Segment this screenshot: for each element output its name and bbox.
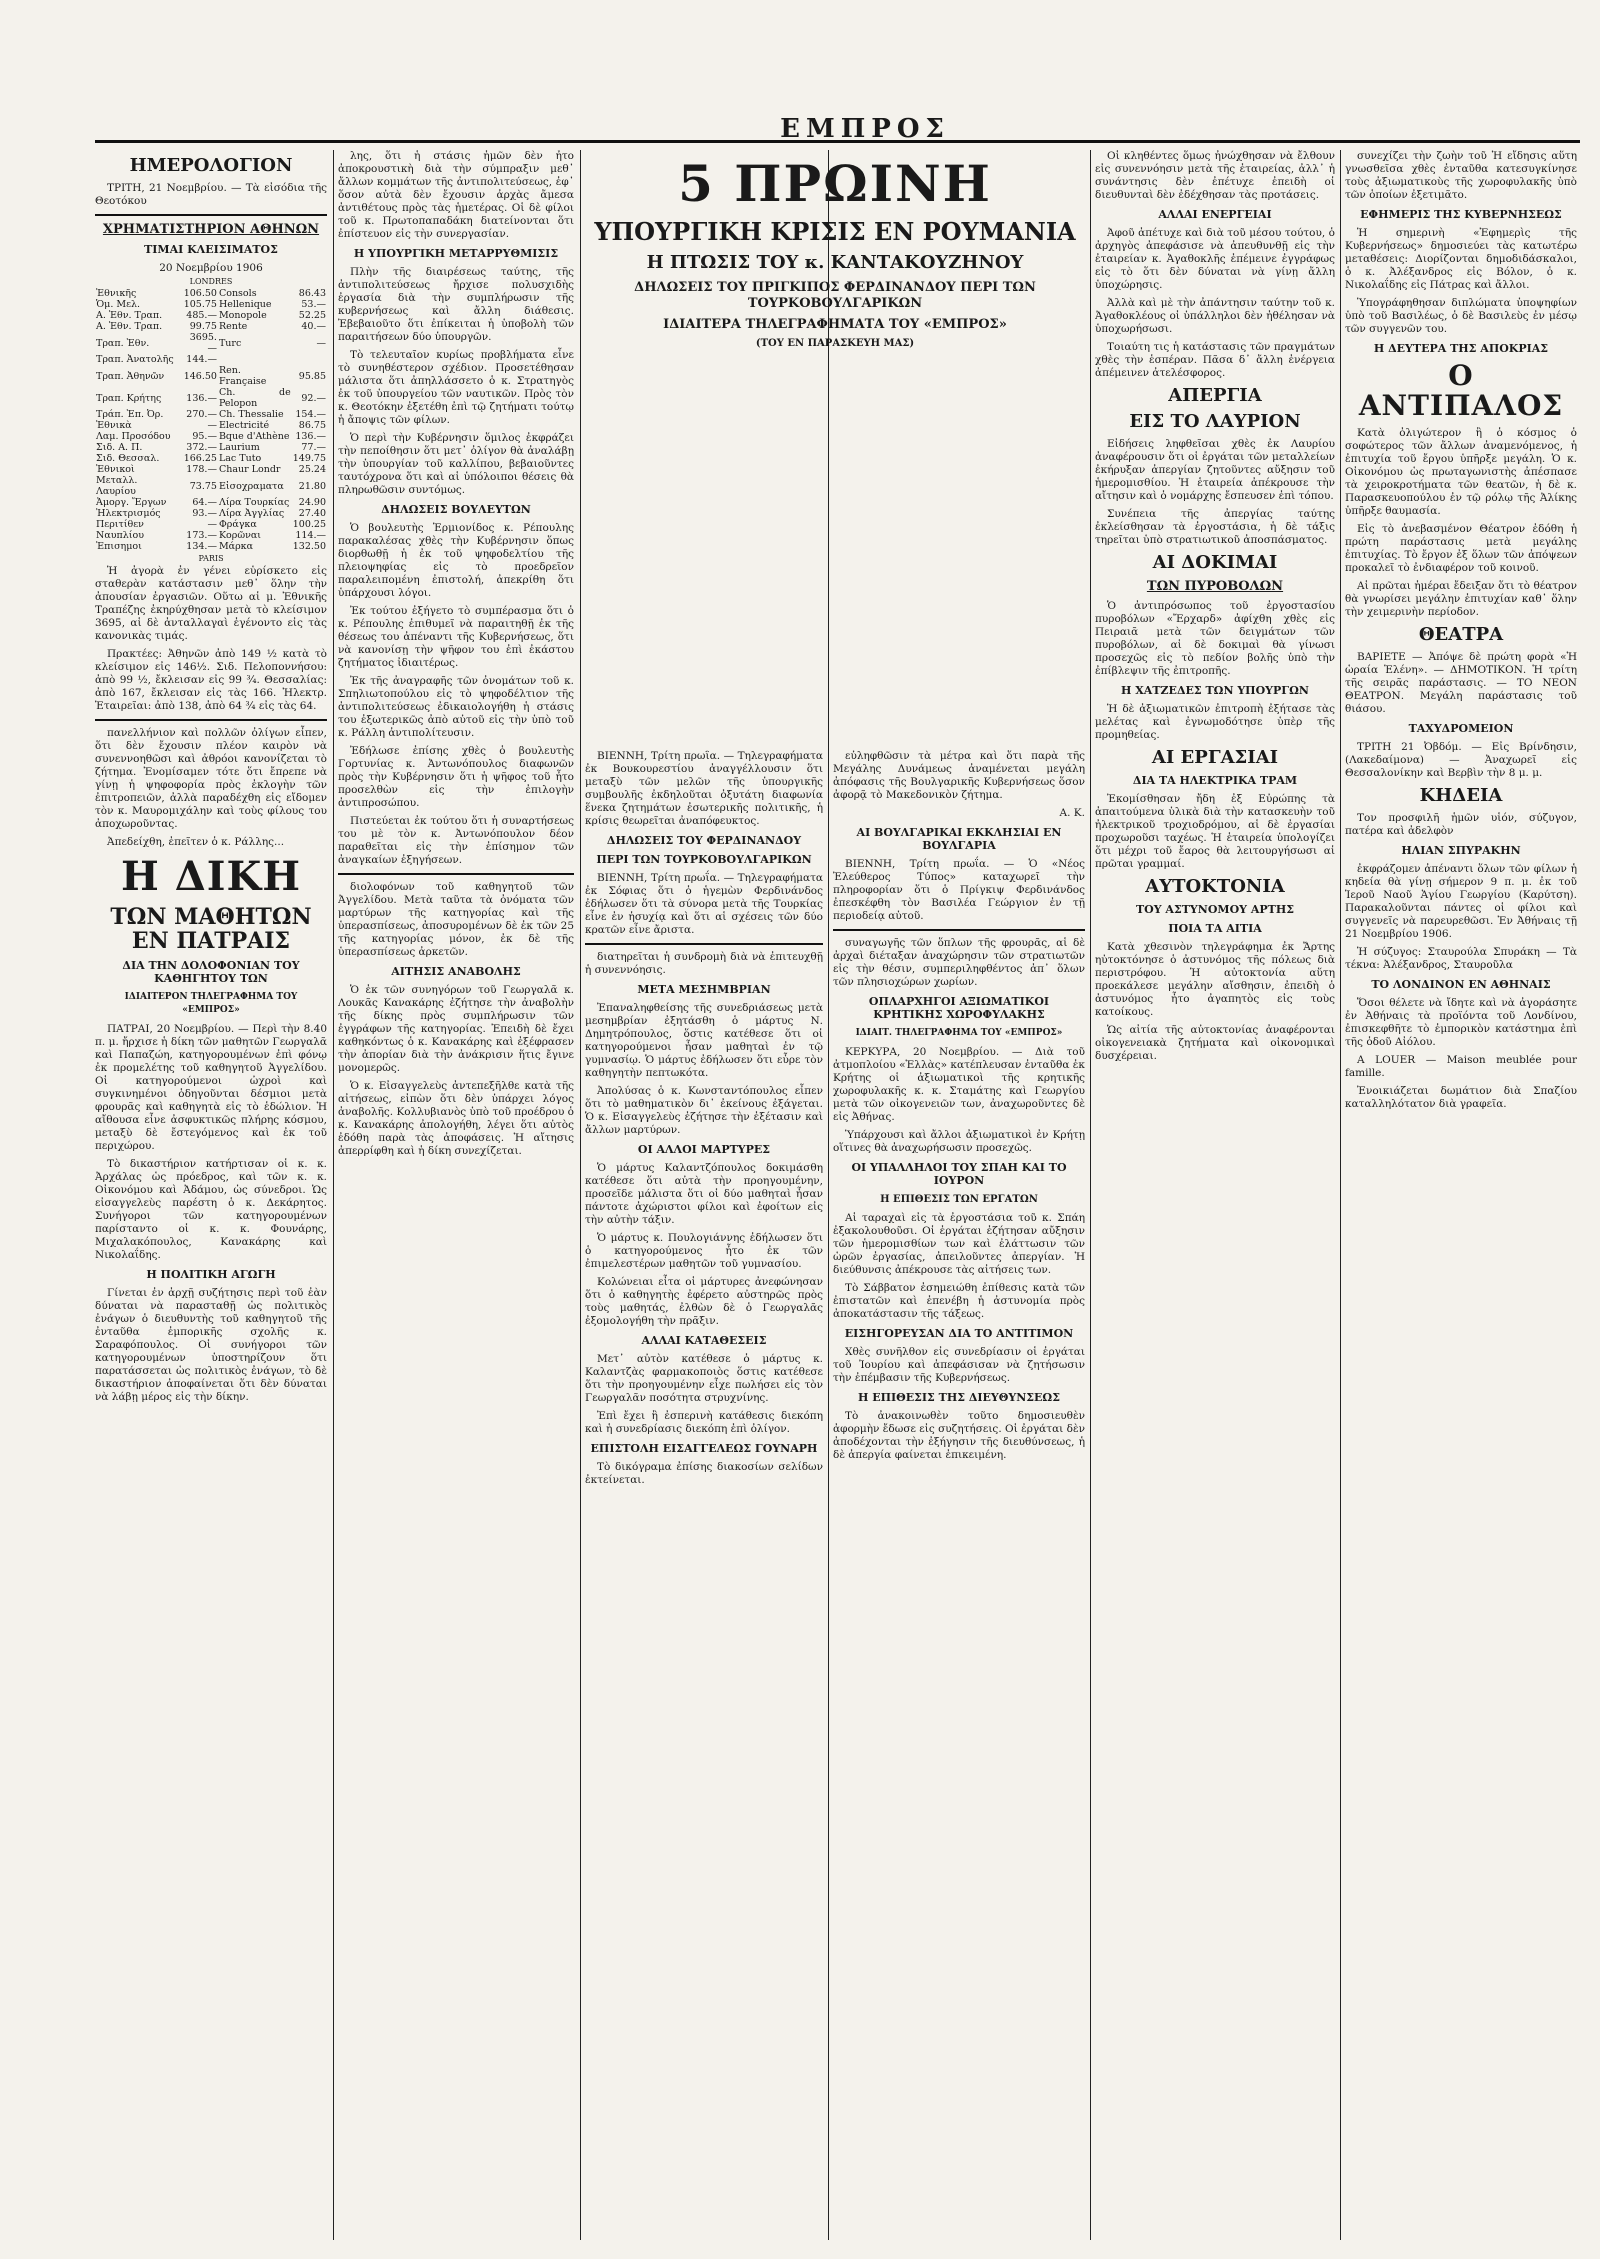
article-text: Ἀφοῦ ἀπέτυχε καὶ διὰ τοῦ μέσου τούτου, ὁ ἀρχηγὸς ἀπεφάσισε νὰ ἀπευθυνθῇ εἰς τὴν ἐταιρείαν κ. Ἀγαθοκλῆς ἐπέμεινε ἐγγράφως εἰς τὸ ὅτι δὲν δύναται νὰ γίνῃ ἄλλη ὑποχώρησις.	[1095, 227, 1335, 291]
stock-cell: Monopole	[218, 310, 267, 321]
article-text: Ἀλλὰ καὶ μὲ τὴν ἀπάντησιν ταύτην τοῦ κ. Ἀγαθοκλέους οἱ ὑπάλληλοι δὲν ἠθέλησαν νὰ ὑποχωρήσωσι.	[1095, 297, 1335, 335]
divider	[338, 873, 574, 875]
column-rule	[1090, 150, 1091, 2240]
stock-cell: 270.—	[186, 409, 217, 420]
section-title: Η ΕΠΙΘΕΣΙΣ ΤΗΣ ΔΙΕΥΘΥΝΣΕΩΣ	[858, 1391, 1060, 1404]
section-title: Η ΔΕΥΤΕΡΑ ΤΗΣ ΑΠΟΚΡΙΑΣ	[1373, 342, 1549, 355]
article-text: Ἀπολύσας ὁ κ. Κωνσταντόπουλος εἶπεν ὅτι τὸ μαθηματικὸν δι᾿ ἐκείνους ἐξάγεται. Ὁ κ. Εἰσαγγελεὺς ἐζήτησε τὴν ἐξέτασιν καὶ ἄλλων μαρτύρων.	[585, 1085, 823, 1136]
stock-row	[95, 409, 327, 420]
masthead-title: ΕΜΠΡΟΣ	[780, 114, 950, 144]
politics-body: Γίνεται ἐν ἀρχῇ συζήτησις περὶ τοῦ ἐὰν δύναται νὰ παρασταθῇ ὡς πολιτικὸς ἐνάγων ὁ διευθυντὴς τοῦ καθηγητοῦ τῆς ἐνταῦθα ἐμπορικῆς σχολῆς κ. Σαραφόπουλος. Οἱ συνήγοροι τῶν κατηγορουμένων ὑποστηρίζουν ὅτι παρατάσσεται ὡς πολιτικὸς ἐνάγων, τὸ δὲ δικαστήριον ἀποφαίνεται ὅτι δὲν δύναται νὰ λάβῃ μέρος εἰς τὴν δίκην.	[95, 1287, 327, 1403]
stock-cell: 173.—	[186, 530, 217, 541]
stock-cell: 132.50	[292, 541, 326, 552]
article-text: Ὁ μάρτυς κ. Πουλογιάννης ἐδήλωσεν ὅτι ὁ κατηγορούμενος ἦτο ἐκ τῶν ἐπιμελεστέρων μαθητῶν τοῦ γυμνασίου.	[585, 1232, 823, 1270]
article-text: Κατὰ ὀλιγώτερον ἢ ὁ κόσμος ὁ σοφώτερος τῶν ἄλλων ἀναμενόμενος, ἡ ἐπιτυχία τοῦ ἔργου ὑπῆρξε μεγάλη. Ὁ κ. Οἰκονόμου ὡς πρωταγωνιστὴς ἀπέσπασε τὰ χειροκροτήματα τῶν θεατῶν, ἡ δὲ κ. Παρασκευοπούλου ἐν τῷ ρόλῳ τῆς Ἀλίκης ὑπῆρξε θαυμασία.	[1345, 427, 1577, 517]
stock-cell: 93.—	[192, 508, 217, 519]
article-text: Εἰς τὸ ἀνεβασμένον Θέατρον ἐδόθη ἡ πρώτη παράστασις μετὰ μεγάλης ἐπιτυχίας. Τὸ ἔργον ἐξ ὅλων τῶν ἀπόψεων προκαλεῖ τὸ ἐνδιαφέρον τοῦ κοινοῦ.	[1345, 523, 1577, 574]
stock-cell: —	[316, 337, 326, 349]
stock-cell: Μάρκα	[218, 541, 254, 552]
stock-row	[95, 332, 327, 354]
article-text: ΒΙΕΝΝΗ, Τρίτη πρωΐα. — Τηλεγραφήματα ἐκ Σόφιας ὅτι ὁ ἡγεμὼν Φερδινάνδος ἐδήλωσεν ὅτι τὰ σύνορα μετὰ τῆς Τουρκίας εἶνε ἐν ἡσυχίᾳ καὶ ὅτι αἱ σχέσεις τῶν δύο κρατῶν εἶνε ἄριστα.	[585, 872, 823, 936]
article-text: ΒΑΡΙΕΤΕ — Ἀπόψε δὲ πρώτη φορὰ «Ἡ ὡραία Ἑλένη». — ΔΗΜΟΤΙΚΟΝ. Ἡ τρίτη τῆς σειρᾶς παράστασις. — ΤΟ ΝΕΟΝ ΘΕΑΤΡΟΝ. Μεγάλη παράστασις τοῦ θιάσου.	[1345, 651, 1577, 715]
lead-subheadline: Η ΠΤΩΣΙΣ ΤΟΥ κ. ΚΑΝΤΑΚΟΥΖΗΝΟΥ	[646, 252, 1024, 273]
stock-cell: Τραπ. Ἀθηνῶν	[96, 370, 165, 382]
stock-cell: 52.25	[298, 310, 326, 321]
calendar-text: ΤΡΙΤΗ, 21 Νοεμβρίου. — Τὰ εἰσόδια τῆς Θεοτόκου	[95, 182, 327, 207]
trial-subheadline: ΔΙΑ ΤΗΝ ΔΟΛΟΦΟΝΙΑΝ ΤΟΥ ΚΑΘΗΓΗΤΟΥ ΤΩΝ	[122, 959, 300, 985]
stock-cell: Ἠλεκτρισμός	[96, 508, 161, 519]
stock-row	[95, 310, 327, 321]
stock-cell: 106.50	[183, 288, 217, 299]
article-text: Ἐκομίσθησαν ἤδη ἐξ Εὐρώπης τὰ ἀπαιτούμενα ὑλικὰ διὰ τὴν κατασκευὴν τοῦ ἠλεκτρικοῦ τροχιοδρόμου, αἱ δὲ ἐργασίαι προχωροῦσι ταχέως. Ἡ ἑταιρεία ὑπολογίζει ὅτι μέχρι τοῦ ἔαρος θὰ λειτουργήσωσι αἱ πρῶται γραμμαί.	[1095, 793, 1335, 870]
stock-cell: Ἐθνικὰ	[96, 420, 132, 431]
column-rule	[333, 150, 334, 2240]
article-text: Ἐνοικιάζεται δωμάτιον διὰ Σπαζίου καταλληλότατον διὰ γραφεῖα.	[1345, 1085, 1577, 1110]
masthead-rule	[95, 140, 1580, 143]
stock-row	[95, 431, 327, 442]
stock-row	[95, 387, 327, 409]
funeral-title: ΚΗΔΕΙΑ	[1419, 785, 1503, 806]
article-text: Ἐδήλωσε ἐπίσης χθὲς ὁ βουλευτὴς Γορτυνίας κ. Ἀντωνόπουλος διαφωνῶν πρὸς τὴν Κυβέρνησιν ὅτι ἡ ψῆφος τοῦ ἦτο προσελθὼν εἰς τὴν ἐπιλογὴν ἀντιπροσώπου.	[338, 745, 574, 809]
funeral-name: ΗΛΙΑΝ ΣΠΥΡΑΚΗΝ	[1401, 844, 1521, 857]
article-text: Ἐκ τούτου ἐξήγετο τὸ συμπέρασμα ὅτι ὁ κ. Ρέπουλης ἐπιθυμεῖ νὰ παραιτηθῇ ἐκ τῆς θέσεως του ἀπέναντι τῆς Κυβερνήσεως, ὅτι νὰ κανονίσῃ τὴν ψῆφον του ἐπὶ ἐκάστου ζητήματος ἰδιαιτέρως.	[338, 605, 574, 669]
stock-cell: 146.50	[183, 370, 217, 382]
section-title: ΑΛΛΑΙ ΚΑΤΑΘΕΣΕΙΣ	[641, 1334, 767, 1347]
article-text: Ὁ ἀντιπρόσωπος τοῦ ἐργοστασίου πυροβόλων «Ἔρχαρδ» ἀφίχθη χθὲς εἰς Πειραιᾶ μετὰ τῶν δειγμάτων τῶν πυροβόλων, αἱ δὲ δοκιμαὶ θὰ γίνωσι προσεχῶς εἰς τὸ πεδίον βολῆς ὑπὸ τὴν ἐπίβλεψιν τῆς ἐπιτροπῆς.	[1095, 600, 1335, 677]
stock-row	[95, 420, 327, 431]
london-label: LONDRES	[189, 277, 233, 286]
trial-headline-2: ΤΩΝ ΜΑΘΗΤΩΝ ΕΝ ΠΑΤΡΑΙΣ	[110, 904, 312, 954]
stock-row	[95, 299, 327, 310]
stock-cell: Λίρα Ἀγγλίας	[218, 508, 285, 519]
lead-headline: ΥΠΟΥΡΓΙΚΗ ΚΡΙΣΙΣ ΕΝ ΡΟΥΜΑΝΙΑ	[594, 217, 1076, 246]
stock-row	[95, 365, 327, 387]
stock-cell: 99.75	[189, 321, 217, 332]
stock-cell: Hellenique	[218, 299, 272, 310]
article-text: ΒΙΕΝΝΗ, Τρίτη πρωΐα. — Τηλεγραφήματα ἐκ Βουκουρεστίου ἀναγγέλλουσιν ὅτι μεταξὺ τῶν μελῶν τῆς ὑπουργικῆς συμβουλῆς ἐκδηλοῦται ὀξυτάτη διαφωνία ἕνεκα ζητημάτων ἐσωτερικῆς πολιτικῆς, ἡ κρίσις θεωρεῖται ἀναπόφευκτος.	[585, 750, 823, 827]
paris-label: PARIS	[198, 554, 224, 563]
article-text: Τὸ δικόγραμα ἐπίσης διακοσίων σελίδων ἐκτείνεται.	[585, 1461, 823, 1486]
stock-cell: Σιδ. Α. Π.	[96, 442, 143, 453]
article-text: Ὅσοι θέλετε νὰ ἴδητε καὶ νὰ ἀγοράσητε ἐν Ἀθήναις τὰ προϊόντα τοῦ Λονδίνου, ἐπισκεφθῆτε τὸ ἐμπορικὸν κατάστημα ἐπὶ τῆς ὁδοῦ Αἰόλου.	[1345, 997, 1577, 1048]
section-subtitle: Η ΕΠΙΘΕΣΙΣ ΤΩΝ ΕΡΓΑΤΩΝ	[880, 1194, 1038, 1205]
exchange-paragraph: Πρακτέες: Ἀθηνῶν ἀπὸ 149 ½ κατὰ τὸ κλείσιμον εἰς 146½. Σιδ. Πελοποννήσου: ἀπὸ 99 ½, ἔκλεισαν εἰς 99 ¾. Θεσσαλίας: ἀπὸ 167, ἔκλεισαν εἰς τὰς 166. Ἠλεκτρ. Ἑταιρεῖαι: ἀπὸ 138, ἀπὸ 64 ¾ εἰς τὰς 64.	[95, 648, 327, 712]
article-text: Κολώνειαι εἶτα οἱ μάρτυρες ἀνεφώνησαν ὅτι ὁ καθηγητὴς ἐφέρετο αὐστηρῶς πρὸς τοὺς μαθητάς, ἐλθὼν δὲ ὁ Γεωργαλᾶς ἐξομολογήθη τὴν πρᾶξιν.	[585, 1276, 823, 1327]
lead-hour: 5 ΠΡΩΙΝΗ	[678, 154, 992, 213]
article-text: λης, ὅτι ἡ στάσις ἡμῶν δὲν ἦτο ἀποκρουστικὴ διὰ τὴν σύμπραξιν μεθ᾿ ἄλλων κομμάτων τῆς ἀντιπολιτεύσεως, ἐφ᾿ ὅσον αὐτὰ δὲν ἔχουσιν ἀρχὰς ἄμεσα ἀντιθέτους πρὸς τὰς ἡμετέρας. Οἱ δὲ φίλοι τοῦ κ. Πρωτοπαπαδάκη διατείνονται ὅτι ἐπίστευον εἰς τὴν συνεργασίαν.	[338, 150, 574, 240]
article-text: Πλὴν τῆς διαιρέσεως ταύτης, τῆς ἀντιπολιτεύσεως ἤρχισε πολυσχιδὴς ἐργασία διὰ τὴν συμπλήρωσιν τῆς κυβερνήσεως καὶ ἄλλη διάθεσις. Ἐβεβαιοῦτο ὅτι ἐπίκειται ἡ ὑποβολὴ τῶν παραιτήσεων δύο ὑπουργῶν.	[338, 266, 574, 343]
stock-cell: 95.—	[192, 431, 217, 442]
article-text: Μετ᾿ αὐτὸν κατέθεσε ὁ μάρτυς κ. Καλαντζὰς φαρμακοποιὸς ὅστις κατέθεσε ὅτι τὴν προηγουμένην εἶχε πωλήσει εἰς τὸν Γεωργαλᾶν ποσότητα στρυχνίνης.	[585, 1353, 823, 1404]
stock-cell: 92.—	[301, 392, 326, 404]
author-initials: Α. Κ.	[1059, 807, 1085, 819]
column-5	[1095, 150, 1335, 2240]
exchange-title: ΧΡΗΜΑΤΙΣΤΗΡΙΟΝ ΑΘΗΝΩΝ	[102, 222, 320, 237]
stock-cell: Λαμ. Προσόδου	[96, 431, 171, 442]
strike-title: ΑΠΕΡΓΙΑ	[1168, 385, 1262, 406]
article-text: διολοφόνων τοῦ καθηγητοῦ τῶν Ἀγγελίδου. Μετὰ ταῦτα τὰ ὀνόματα τῶν μαρτύρων τῆς κατηγορίας καὶ τῆς ὑπερασπίσεως, ἀποσυρομένων δὲ ἐκ τῶν 25 τῆς κατηγορίας μόνον, ἐκ δὲ τῆς ὑπερασπίσεως ἀρκετῶν.	[338, 881, 574, 958]
article-text: Ὁ περὶ τὴν Κυβέρνησιν ὅμιλος ἐκφράζει τὴν πεποίθησιν ὅτι μετ᾿ ὀλίγον θὰ ἀναλάβῃ τὴν ὑπουργίαν τοῦ καλλίπου, βεβαιοῦντες ταυτόχρονα ὅτι καὶ αἱ ὑπόλοιποι θέσεις θὰ πληρωθῶσιν συντόμως.	[338, 432, 574, 496]
article-text: A LOUER — Maison meublée pour famille.	[1345, 1054, 1577, 1079]
article-text: Κατὰ χθεσινὸν τηλεγράφημα ἐκ Ἄρτης ηὐτοκτόνησε ὁ ἀστυνόμος τῆς πόλεως διὰ περιστρόφου. Ἡ αὐτοκτονία αὕτη προεκάλεσε μεγάλην αἴσθησιν, ἐπειδὴ ὁ ἀστυνόμος ἦτο ἀγαπητὸς εἰς τοὺς κατοίκους.	[1095, 941, 1335, 1018]
column-1	[95, 150, 327, 2240]
stock-cell: Τράπ. Ἐπ. Ὀρ.	[96, 409, 164, 420]
stock-row	[95, 321, 327, 332]
stock-cell: 100.25	[292, 519, 326, 530]
section-title: ΑΙΤΗΣΙΣ ΑΝΑΒΟΛΗΣ	[391, 965, 521, 978]
trial-body: ΠΑΤΡΑΙ, 20 Νοεμβρίου. — Περὶ τὴν 8.40 π. μ. ἤρχισε ἡ δίκη τῶν μαθητῶν Γεωργαλᾶ καὶ Παπαζώη, κατηγορουμένων ἐπὶ φόνῳ ἐκ προμελέτης τοῦ καθηγητοῦ Ἀγγελίδου. Οἱ κατηγορούμενοι ὠχροὶ καὶ συγκινημένοι ὁδηγοῦνται δέσμιοι μετὰ φρουρᾶς καὶ καθηγητὰ εἰς τὸ ἑδώλιον. Ἡ αἴθουσα εἶνε ἀσφυκτικῶς πλήρης κόσμου, μεταξὺ δὲ ἔστεγόμενος καὶ ἐκ τοῦ περιχώρου.	[95, 1023, 327, 1152]
stock-cell: Rente	[218, 321, 248, 332]
article-text: συνεχίζει τὴν ζωὴν τοῦ Ἡ εἴδησις αὕτη γνωσθεῖσα χθὲς ἐνταῦθα κατεσυγκίνησε τοὺς ἀξιωματικοὺς τῆς χωροφυλακῆς ὑπὸ τῶν ὁποίων ἐξετιμᾶτο.	[1345, 150, 1577, 201]
stock-cell: 136.—	[295, 431, 326, 442]
suicide-causes: ΠΟΙΑ ΤΑ ΑΙΤΙΑ	[1168, 922, 1262, 935]
article-text: Αἱ πρῶται ἡμέραι ἔδειξαν ὅτι τὸ θέατρον θὰ γνωρίσει μεγάλην ἐπιτυχίαν καθ᾿ ὅλην τὴν χειμερινὴν περίοδον.	[1345, 580, 1577, 618]
stock-cell: Ἐπισημοι	[96, 541, 142, 552]
section-title: ΟΙ ΥΠΑΛΛΗΛΟΙ ΤΟΥ ΣΠΑΗ ΚΑΙ ΤΟ ΙΟΥΡΟΝ	[851, 1161, 1067, 1187]
stock-cell: 95.85	[298, 370, 326, 382]
section-title: ΕΠΙΣΤΟΛΗ ΕΙΣΑΓΓΕΛΕΩΣ ΓΟΥΝΑΡΗ	[590, 1442, 818, 1455]
section-title: ΕΦΗΜΕΡΙΣ ΤΗΣ ΚΥΒΕΡΝΗΣΕΩΣ	[1360, 208, 1562, 221]
tests-title: ΑΙ ΔΟΚΙΜΑΙ	[1152, 552, 1278, 573]
stock-cell: Λίρα Τουρκίας	[218, 497, 290, 508]
article-text: Πιστεύεται ἐκ τούτου ὅτι ἡ συναρτήσεως του μὲ τὸν κ. Ἀντωνόπουλον δέον παραθεῖται εἰς τὴν ἐπίσημον τῶν ἀναγκαίων ἐξηγήσεων.	[338, 815, 574, 866]
article-text: διατηρεῖται ἡ συνδρομὴ διὰ νὰ ἐπιτευχθῇ ἡ συνεννόησις.	[585, 951, 823, 976]
stock-cell: Μεταλλ. Λαυρίου	[96, 475, 138, 497]
suicide-title: ΑΥΤΟΚΤΟΝΙΑ	[1145, 876, 1285, 897]
section-title: ΑΛΛΑΙ ΕΝΕΡΓΕΙΑΙ	[1158, 208, 1272, 221]
article-text: Αἱ ταραχαὶ εἰς τὰ ἐργοστάσια τοῦ κ. Σπάη ἐξακολουθοῦσι. Οἱ ἐργάται ἐζήτησαν αὔξησιν τῶν ἡμερομισθίων των καὶ ἐλάττωσιν τῶν ὡρῶν ἐργασίας, ἀπειλοῦντες ἀπεργίαν. Ἡ διεύθυνσις ἀπέκρουσε τὰς αἰτήσεις των.	[833, 1212, 1085, 1276]
stock-cell: 64.—	[192, 497, 217, 508]
article-text: Τον προσφιλῆ ἡμῶν υἱόν, σύζυγον, πατέρα καὶ ἀδελφὸν	[1345, 812, 1577, 837]
column-6	[1345, 150, 1577, 2240]
article-text: Ἐκ τῆς ἀναγραφῆς τῶν ὀνομάτων τοῦ κ. Σπηλιωτοπούλου εἰς τὸ ψηφοδέλτιον τῆς ἀντιπολιτεύσεως ἐδικαιολογήθη ἡ στάσις του ἐξωτερικῶς ἀπὸ αὐτοῦ εἰς τὴν ὑπὸ τοῦ κ. Ράλλη ἀντιπολίτευσιν.	[338, 675, 574, 739]
stock-cell: Περιτίθεν	[96, 519, 144, 530]
section-title: ΜΕΤΑ ΜΕΣΗΜΒΡΙΑΝ	[637, 983, 771, 996]
works-subtitle: ΔΙΑ ΤΑ ΗΛΕΚΤΡΙΚΑ ΤΡΑΜ	[1132, 774, 1298, 787]
stock-cell: 154.—	[295, 409, 326, 420]
stock-cell: 149.75	[292, 453, 326, 464]
works-title: ΑΙ ΕΡΓΑΣΙΑΙ	[1151, 747, 1279, 768]
exchange-subtitle: ΤΙΜΑΙ ΚΛΕΙΣΙΜΑΤΟΣ	[144, 243, 278, 256]
column-3	[585, 750, 823, 2240]
calendar-title: ΗΜΕΡΟΛΟΓΙΟΝ	[129, 155, 293, 176]
telegram-label: ΙΔΙΑΙΤ. ΤΗΛΕΓΡΑΦΗΜΑ ΤΟΥ «ΕΜΠΡΟΣ»	[855, 1028, 1063, 1038]
stock-cell: Τραπ. Κρήτης	[96, 392, 162, 404]
stock-cell: Εἰσοχραματα	[218, 480, 284, 492]
stock-row	[95, 508, 327, 519]
section-title: ΟΙ ΑΛΛΟΙ ΜΑΡΤΥΡΕΣ	[637, 1143, 771, 1156]
section-title: ΔΗΛΩΣΕΙΣ ΤΟΥ ΦΕΡΔΙΝΑΝΔΟΥ	[606, 834, 802, 847]
stock-cell: Τραπ. Ἀνατολῆς	[96, 354, 174, 365]
article-text: Ὁ βουλευτὴς Ἑρμιονίδος κ. Ρέπουλης παρακαλέσας χθὲς τὴν Κυβέρνησιν ὅπως διορθωθῇ ἡ ἐκ τοῦ ψηφοδελτίου τῆς πλειοψηφίας εἰς τὸ προεδρεῖον παραλειπομένη ἐπιστολή, ἀπεκρίθη ὅτι ὑπάρχουσι λόγοι.	[338, 522, 574, 599]
stock-cell: Turc	[218, 337, 242, 349]
article-text: Ὁ μάρτυς Καλαντζόπουλος δοκιμάσθη κατέθεσε ὅτι αὐτὰ τὴν προηγουμένην, προσεῖδε μάλιστα ὅτι οἱ δύο μαθηταὶ ἦσαν πάντοτε ἀχώριστοι φίλοι καὶ ἐφοίτων εἰς τὴν αὐτὴν τάξιν.	[585, 1162, 823, 1226]
divider	[585, 943, 823, 945]
continued-paragraph: Ἀπεδείχθη, ἐπεῖτεν ὁ κ. Ράλλης...	[107, 836, 285, 848]
article-text: ἐκφράζομεν ἀπέναντι ὅλων τῶν φίλων ἡ κηδεία θὰ γίνῃ σήμερον 9 π. μ. ἐκ τοῦ Ἱεροῦ Ναοῦ Ἁγίου Γεωργίου (Καρύτση). Παρακαλοῦνται πάντες οἱ φίλοι καὶ συγγενεῖς νὰ παρευρεθῶσι. Ἐν Ἀθήναις τῇ 21 Νοεμβρίου 1906.	[1345, 863, 1577, 940]
suicide-subtitle: ΤΟΥ ΑΣΤΥΝΟΜΟΥ ΑΡΤΗΣ	[1135, 903, 1295, 916]
trial-body: Τὸ δικαστήριον κατήρτισαν οἱ κ. κ. Ἀρχάλας ὡς πρόεδρος, καὶ τῶν κ. κ. Οἰκονόμου καὶ Ἀδάμου, ὡς σύνεδροι. Ὡς εἰσαγγελεὺς παρέστη ὁ κ. Δεκάρητος. Συνήγοροι τῶν κατηγορουμένων παρίσταντο οἱ κ. κ. Φουνάρης, Μιχαλακόπουλος, Κανακάρης καὶ Νικολαΐδης.	[95, 1158, 327, 1261]
article-text: Συνέπεια τῆς ἀπεργίας ταύτης ἐκλείσθησαν τὰ ἐργοστάσια, ἡ δὲ τάξις τηρεῖται ὑπὸ στρατιωτικοῦ ἀποσπάσματος.	[1095, 508, 1335, 546]
stock-cell: 27.40	[298, 508, 326, 519]
stock-cell: Lac Tuto	[218, 453, 262, 464]
article-text: ΤΡΙΤΗ 21 Ὀβδόμ. — Εἰς Βρίνδησιν, (Λακεδαίμονα) — Ἀναχωρεῖ εἰς Θεσσαλονίκην καὶ Βερβὶν τὴν 8 μ. μ.	[1345, 741, 1577, 779]
theatres-title: ΘΕΑΤΡΑ	[1418, 624, 1504, 645]
stock-cell: Chaur Londr	[218, 464, 281, 475]
stock-cell: 77.—	[301, 442, 326, 453]
stock-cell: Α. Ἐθν. Τραπ.	[96, 310, 163, 321]
stock-cell: —	[207, 519, 217, 530]
trial-headline: Η ΔΙΚΗ	[120, 853, 302, 900]
article-text: Τὸ ἀνακοινωθὲν τοῦτο δημοσιευθὲν ἀφορμὴν ἔδωσε εἰς συζητήσεις. Οἱ ἐργάται δὲν ἀποδέχονται τὴν ἐξήγησιν τῆς διευθύνσεως, ἡ δὲ ἀπεργία φαίνεται ἐπικειμένη.	[833, 1410, 1085, 1461]
section-title: Η ΧΑΤΖΕΔΕΣ ΤΩΝ ΥΠΟΥΡΓΩΝ	[1121, 684, 1309, 697]
rival-title: Ο ΑΝΤΙΠΑΛΟΣ	[1358, 359, 1564, 422]
stock-cell: 136.—	[186, 392, 217, 404]
article-text: Ἐπαναληφθείσης τῆς συνεδριάσεως μετὰ μεσημβρίαν ἐξητάσθη ὁ μάρτυς Ν. Δημητρόπουλος, ὅστις κατέθεσε ὅτι οἱ κατηγορούμενοι ἦσαν μαθηταὶ ἐν τῷ γυμνασίῳ. Ὁ μάρτυς ἐδήλωσεν ὅτι εὗρε τὸν καθηγητὴν πεπτωκότα.	[585, 1002, 823, 1079]
stock-row	[95, 464, 327, 475]
stock-row	[95, 288, 327, 299]
article-text: Ἡ σημερινὴ «Ἐφημερὶς τῆς Κυβερνήσεως» δημοσιεύει τὰς κατωτέρω μεταθέσεις: Διορίζονται δημοδιδάσκαλοι, ὁ κ. Ἀλέξανδρος εἰς Βόλον, ὁ κ. Νικολαΐδης εἰς Πάτρας καὶ ἄλλοι.	[1345, 227, 1577, 291]
stock-cell: Ναυπλίου	[96, 530, 144, 541]
stock-cell: 105.75	[183, 299, 217, 310]
section-title: ΤΟ ΛΟΝΔΙΝΟΝ ΕΝ ΑΘΗΝΑΙΣ	[1371, 978, 1551, 991]
stock-cell: 114.—	[295, 530, 326, 541]
article-text: Οἱ κληθέντες ὅμως ἠνώχθησαν νὰ ἔλθουν εἰς συνεννόησιν μετὰ τῆς ἐταιρείας, ἀλλ᾿ ἡ συνάντησις δὲν ἐπέτυχε ἐπειδὴ οἱ διευθυνταὶ δὲν ἐδέχθησαν τὰς προτάσεις.	[1095, 150, 1335, 201]
stock-cell: Τραπ. Ἐθν.	[96, 337, 150, 349]
divider	[95, 719, 327, 721]
stock-cell: Ὁμ. Μελ.	[96, 299, 141, 310]
column-4	[833, 750, 1085, 2240]
article-text: εὐληφθῶσιν τὰ μέτρα καὶ ὅτι παρὰ τῆς Μεγάλης Δυνάμεως ἀναμένεται μεγάλη ἀπόφασις τῆς Βουλγαρικῆς Κυβερνήσεως ὅσον ἀφορᾷ τὸ Μακεδονικὸν ζήτημα.	[833, 750, 1085, 801]
section-title: ΑΙ ΒΟΥΛΓΑΡΙΚΑΙ ΕΚΚΛΗΣΙΑΙ ΕΝ ΒΟΥΛΓΑΡΙΑ	[856, 826, 1062, 852]
stock-cell: 86.75	[298, 420, 326, 431]
stock-cell: Ch. Thessalie	[218, 409, 284, 420]
article-text: Τὸ Σάββατον ἐσημειώθη ἐπίθεσις κατὰ τῶν ἐπιστατῶν καὶ ἐπενέβη ἡ ἀστυνομία πρὸς ἀποκατάστασιν τῆς τάξεως.	[833, 1282, 1085, 1320]
stock-cell: Ἀμοργ. Ἔργων	[96, 497, 167, 508]
stock-cell: 24.90	[298, 497, 326, 508]
article-text: Ὡς αἰτία τῆς αὐτοκτονίας ἀναφέρονται οἰκογενειακὰ ζητήματα καὶ οἰκονομικαὶ δυσχέρειαι.	[1095, 1024, 1335, 1062]
funeral-signature: Ἡ σύζυγος: Σταυρούλα Σπυράκη — Τὰ τέκνα: Ἀλέξανδρος, Σταυροῦλα	[1345, 946, 1577, 971]
column-rule	[580, 150, 581, 2240]
article-text: Ὁ κ. Εἰσαγγελεὺς ἀντεπεξῆλθε κατὰ τῆς αἰτήσεως, εἰπὼν ὅτι δὲν ὑπάρχει λόγος ἀναβολῆς. Κολλυβιανὸς ὑπὸ τοῦ προέδρου ὁ κ. Κανακάρης ἀπολογήθη, λέγει ὅτι αὐτὸς ἐδόθη παρὰ τὰς ἀποφάσεις. Ἡ αἴτησις ἀπερρίφθη καὶ ἡ δίκη συνεχίζεται.	[338, 1080, 574, 1157]
lead-story	[585, 150, 1085, 740]
article-text: Ὑπογράφηθησαν διπλώματα ὑποψηφίων ὑπὸ τοῦ Βασιλέως, ὁ δὲ Βασιλεὺς ἐν μέσῳ τῶν συγγενῶν του.	[1345, 297, 1577, 335]
section-title: ΕΙΣΗΓΟΡΕΥΣΑΝ ΔΙΑ ΤΟ ΑΝΤΙΤΙΜΟΝ	[844, 1327, 1074, 1340]
section-title: ΟΠΛΑΡΧΗΓΟΙ ΑΞΙΩΜΑΤΙΚΟΙ ΚΡΗΤΙΚΗΣ ΧΩΡΟΦΥΛΑΚΗΣ	[868, 995, 1050, 1021]
lead-telegram-title: ΙΔΙΑΙΤΕΡΑ ΤΗΛΕΓΡΑΦΗΜΑΤΑ ΤΟΥ «ΕΜΠΡΟΣ»	[663, 317, 1007, 332]
section-subtitle: ΠΕΡΙ ΤΩΝ ΤΟΥΡΚΟΒΟΥΛΓΑΡΙΚΩΝ	[596, 853, 812, 866]
stock-cell: Ἐθνικῆς	[96, 288, 137, 299]
stock-row	[95, 354, 327, 365]
stock-row	[95, 519, 327, 530]
article-text: Τὸ τελευταῖον κυρίως προβλήματα εἶνε τὸ συνηθέστερον σχέδιον. Προσετέθησαν μάλιστα ὅτι ἀπηλλάσσετο ὁ κ. Στρατηγὸς ἐκ τοῦ ὑπουργείου τῶν ναυτικῶν. Πρὸς τὸν κ. Θεοτόκην ἐξετέθη ἐπὶ τῷ ζητήματι τούτῳ ἡ ἄποψις τῶν φίλων.	[338, 349, 574, 426]
stock-cell: —	[207, 420, 217, 431]
stock-cell: Ch. de Pelopon	[218, 387, 291, 409]
politics-title: Η ΠΟΛΙΤΙΚΗ ΑΓΩΓΗ	[146, 1268, 276, 1281]
strike-subtitle: ΕΙΣ ΤΟ ΛΑΥΡΙΟΝ	[1129, 411, 1301, 432]
continued-paragraph: πανελλήνιον καὶ πολλῶν ὀλίγων εἶπεν, ὅτι δὲν ἔχουσιν πλέον καιρὸν νὰ συνεννοηθῶσι καὶ ἀθρόοι κανονίζεται τὸ ζήτημα. Ἐνομίσαμεν τότε ὅτι ἔπρεπε νὰ γίνῃ ἡ ψηφοφορία πρὸς ἐκλογὴν τῶν ἐπιτροπειῶν, ἀλλὰ παραδέχθη εἰς εἴδομεν τὸν κ. Μαυρομιχάλην καὶ τοὺς φίλους του ἀποχωροῦντας.	[95, 727, 327, 830]
stock-row	[95, 530, 327, 541]
column-rule	[1340, 150, 1341, 2240]
stock-cell: Σιδ. Θεσσαλ.	[96, 453, 160, 464]
stock-cell: 144.—	[186, 354, 217, 365]
column-2	[338, 150, 574, 2240]
stock-cell	[292, 354, 327, 365]
exchange-date: 20 Νοεμβρίου 1906	[159, 262, 263, 274]
stock-cell: Ren. Française	[218, 365, 267, 387]
stock-cell: 178.—	[186, 464, 217, 475]
stock-cell: Φράγκα	[218, 519, 257, 530]
trial-telegram-label: ΙΔΙΑΙΤΕΡΟΝ ΤΗΛΕΓΡΑΦΗΜΑ ΤΟΥ «ΕΜΠΡΟΣ»	[124, 992, 298, 1015]
stock-cell: 53.—	[301, 299, 326, 310]
stock-cell: Bque d'Athène	[218, 431, 290, 442]
stock-cell: 166.25	[183, 453, 217, 464]
stock-cell: 86.43	[298, 288, 326, 299]
stock-cell: Laurium	[218, 442, 260, 453]
exchange-paragraph: Ἡ ἀγορὰ ἐν γένει εὑρίσκετο εἰς σταθερὰν κατάστασιν μεθ᾿ ὅλην τὴν ἀπουσίαν ἐργασιῶν. Οὕτω αἱ μ. Ἐθνικῆς Τραπέζης ἐκηρύχθησαν μετὰ τὸ κλείσιμον 3695, αἱ δὲ ἀνταλλαγαὶ ἐγένοντο εἰς τὰς κανονικὰς τιμάς.	[95, 565, 327, 642]
stock-cell: 25.24	[298, 464, 326, 475]
article-text: ΒΙΕΝΝΗ, Τρίτη πρωΐα. — Ὁ «Νέος Ἐλεύθερος Τύπος» καταχωρεῖ τὴν πληροφορίαν ὅτι ὁ Πρίγκιψ Φερδινάνδος ἐπεσκέφθη τὸν Βασιλέα Γεώργιον ἐν τῇ περιοδείᾳ αὐτοῦ.	[833, 858, 1085, 922]
post-title: ΤΑΧΥΔΡΟΜΕΙΟΝ	[1408, 722, 1514, 735]
article-text: Ἐπὶ ἔχει ἢ ἐσπερινὴ κατάθεσις διεκόπη καὶ ἡ συνεδρίασις διεκόπη ἐπὶ ὀλίγον.	[585, 1410, 823, 1435]
article-text: Εἰδήσεις ληφθεῖσαι χθὲς ἐκ Λαυρίου ἀναφέρουσιν ὅτι οἱ ἐργάται τῶν μεταλλείων ἐκήρυξαν ἀπεργίαν ζητοῦντες αὔξησιν τοῦ ἡμερομισθίου. Ἡ ἑταιρεία ἀπέκρουσε τὴν αἴτησιν καὶ ὁ νομάρχης ἔσπευσεν ἐπὶ τόπου.	[1095, 438, 1335, 502]
article-text: συναγωγῆς τῶν ὅπλων τῆς φρουρᾶς, αἱ δὲ ἀρχαὶ διέταξαν ἀναχώρησιν τῶν στρατιωτῶν εἰς τὴν θέσιν, συμπεριληφθέντος ἀπ᾿ ὅλων τῶν πλησιοχώρων χωρίων.	[833, 937, 1085, 988]
stock-cell: Α. Ἐθν. Τραπ.	[96, 321, 163, 332]
stock-row	[95, 497, 327, 508]
article-text: Ἡ δὲ ἀξιωματικῶν ἐπιτροπὴ ἐξήτασε τὰς μελέτας καὶ ἐγνωμοδότησε ὑπὲρ τῆς προμηθείας.	[1095, 703, 1335, 741]
stock-row	[95, 475, 327, 497]
lead-declarations: ΔΗΛΩΣΕΙΣ ΤΟΥ ΠΡΙΓΚΙΠΟΣ ΦΕΡΔΙΝΑΝΔΟΥ ΠΕΡΙ ΤΩΝ ΤΟΥΡΚΟΒΟΥΛΓΑΡΙΚΩΝ	[634, 280, 1036, 311]
article-text: Χθὲς συνῆλθον εἰς συνεδρίασιν οἱ ἐργάται τοῦ Ἰουρίου καὶ ἀπεφάσισαν νὰ ζητήσωσιν τὴν ἐπέμβασιν τῆς Κυβερνήσεως.	[833, 1346, 1085, 1384]
article-text: Ὑπάρχουσι καὶ ἄλλοι ἀξιωματικοὶ ἐν Κρήτῃ οἵτινες θὰ ἀναχωρήσωσιν προσεχῶς.	[833, 1129, 1085, 1154]
stock-cell: Consols	[218, 288, 257, 299]
stock-cell: 372.—	[186, 442, 217, 453]
article-text: Ὁ ἐκ τῶν συνηγόρων τοῦ Γεωργαλᾶ κ. Λουκᾶς Κανακάρης ἐζήτησε τὴν ἀναβολὴν τῆς δίκης πρὸς συμπλήρωσιν τῶν ἐγγράφων τῆς κατηγορίας. Ἐπειδὴ δὲ ἔχει καθηκόντως ὁ κ. Κανακάρης καὶ ἐξέφρασεν τὴν ἀπορίαν διὰ τὴν ἀνάκρισιν ἥτις ἔγινε μονομερῶς.	[338, 984, 574, 1074]
article-text: ΚΕΡΚΥΡΑ, 20 Νοεμβρίου. — Διὰ τοῦ ἀτμοπλοίου «Ἑλλὰς» κατέπλευσαν ἐνταῦθα ἐκ Κρήτης οἱ ἀξιωματικοὶ τῆς κρητικῆς χωροφυλακῆς κ. κ. Σταμάτης καὶ Γεωργίου μετὰ τῶν οἰκογενειῶν των, ἀναχωροῦντες δὲ εἰς Ἀθήνας.	[833, 1046, 1085, 1123]
stock-table	[95, 288, 327, 552]
section-title: ΔΗΛΩΣΕΙΣ ΒΟΥΛΕΥΤΩΝ	[381, 503, 531, 516]
stock-row	[95, 453, 327, 464]
stock-cell: 73.75	[189, 480, 217, 492]
section-title: Η ΥΠΟΥΡΓΙΚΗ ΜΕΤΑΡΡΥΘΜΙΣΙΣ	[353, 247, 559, 260]
masthead	[95, 112, 1580, 146]
tests-subtitle: ΤΩΝ ΠΥΡΟΒΟΛΩΝ	[1146, 579, 1284, 594]
stock-cell: 485.—	[186, 310, 217, 321]
stock-row	[95, 541, 327, 552]
stock-cell: Ἐθνικοὶ	[96, 464, 135, 475]
stock-cell: 3695.—	[189, 332, 217, 354]
stock-cell: 21.80	[298, 480, 326, 492]
stock-cell: Κορῶναι	[218, 530, 262, 541]
divider	[95, 214, 327, 216]
divider	[833, 929, 1085, 931]
lead-telegram-sub: (ΤΟΥ ΕΝ ΠΑΡΑΣΚΕΥΗ ΜΑΣ)	[755, 338, 915, 349]
stock-row	[95, 442, 327, 453]
stock-cell: 40.—	[301, 321, 326, 332]
stock-cell	[218, 354, 292, 365]
stock-cell: Electricité	[218, 420, 270, 431]
stock-cell: 134.—	[186, 541, 217, 552]
article-text: Τοιαύτη τις ἡ κατάστασις τῶν πραγμάτων χθὲς τὴν ἑσπέραν. Πᾶσα δ᾿ ἄλλη ἐνέργεια ἀπέμεινεν ἀτελέσφορος.	[1095, 341, 1335, 379]
